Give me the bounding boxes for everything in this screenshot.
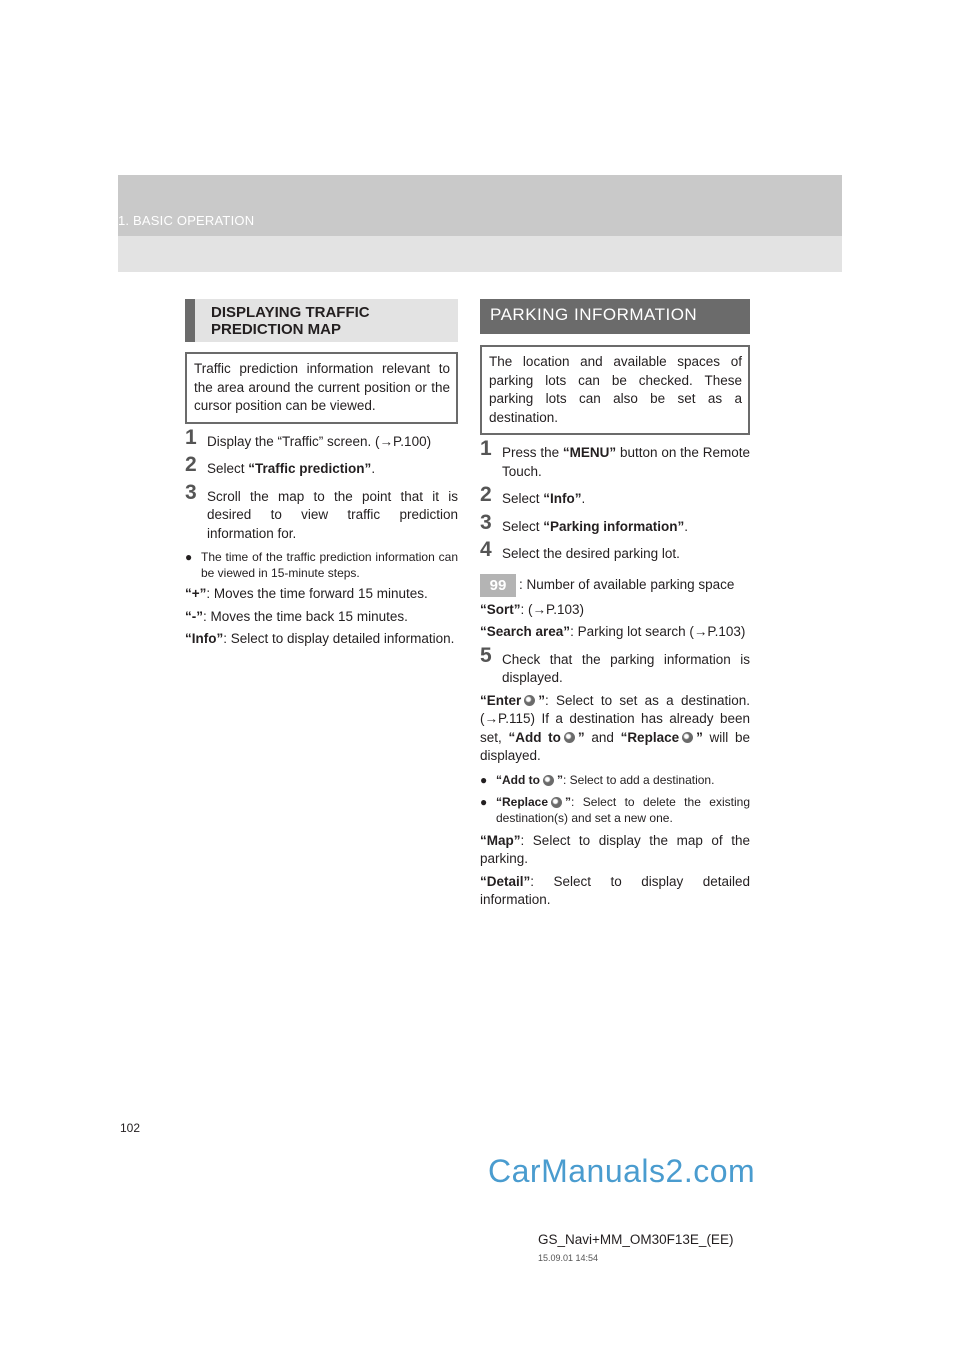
bullet-text: : Select to delete the existing destination(s) and set a new one. <box>496 794 750 825</box>
add-to-bullet <box>480 772 750 788</box>
section-title: 1. BASIC OPERATION <box>118 213 255 228</box>
cursor-icon <box>524 695 535 706</box>
item-key: “Sort” <box>480 601 521 617</box>
cursor-icon <box>682 732 693 743</box>
step-text: Select <box>502 518 544 534</box>
step-text-end: . <box>581 491 586 506</box>
cursor-icon <box>551 797 562 808</box>
and-text: and <box>584 729 621 745</box>
item-text: : Moves the time back 15 minutes. <box>203 608 408 624</box>
step-text: Display the “Traffic” screen. (→P.100) <box>207 433 432 449</box>
step-item <box>185 453 458 479</box>
cursor-icon <box>564 732 575 743</box>
step-text: Check that the parking information is displayed. <box>502 651 750 685</box>
step-text-end: . <box>684 518 689 534</box>
step-item <box>480 510 750 537</box>
bullet-text: : Select to add a destination. <box>563 772 715 787</box>
add-to-key: “Add to <box>508 729 561 745</box>
bullet-key: “Add to <box>496 772 540 787</box>
badge-text: : Number of available parking space <box>519 576 735 592</box>
timestamp: 15.09.01 14:54 <box>538 1253 599 1263</box>
item-key: “-” <box>185 608 203 624</box>
item-text: : Select to display the map of the parking. <box>480 832 750 866</box>
item-map <box>480 832 750 869</box>
add-to-key-end: ” <box>577 729 585 745</box>
bullet-key: “Replace <box>496 794 549 809</box>
item-text: : Moves the time forward 15 minutes. <box>206 586 428 601</box>
replace-key: “Replace <box>620 729 680 745</box>
step-item <box>480 437 750 481</box>
parking-intro: The location and available spaces of parking lots can be checked. These parking lots can also be set as a destination. <box>480 345 750 435</box>
step-text-end: button on the Remote Touch. <box>502 445 750 479</box>
available-spaces-badge: 99 <box>480 574 516 597</box>
step-number: 4 <box>480 538 492 561</box>
item-search-area <box>480 623 750 642</box>
bullet-key-end: ” <box>565 794 572 809</box>
step-number: 3 <box>185 480 197 504</box>
item-key: “Info” <box>185 631 224 646</box>
step-text-end: . <box>371 461 376 476</box>
step-number: 5 <box>480 643 492 667</box>
replace-key-end: ” <box>696 729 703 745</box>
traffic-prediction-intro: Traffic prediction information relevant to the area around the current position or the cursor position can be viewed. <box>185 352 458 424</box>
item-text: : Select to display detailed information. <box>223 631 455 646</box>
item-key: “Map” <box>480 832 521 848</box>
bullet-icon: ● <box>480 794 488 809</box>
step-text: Press the <box>502 445 563 460</box>
item-plus <box>185 585 458 604</box>
item-enter <box>480 692 750 766</box>
item-text-end: will be displayed. <box>480 729 750 763</box>
cursor-icon <box>543 775 554 786</box>
available-spaces-legend <box>480 574 750 597</box>
item-key: “Enter <box>480 692 522 708</box>
traffic-prediction-heading: DISPLAYING TRAFFIC PREDICTION MAP <box>185 299 458 342</box>
step-number: 2 <box>185 453 197 476</box>
bullet-text: The time of the traffic prediction information can be viewed in 15-minute steps. <box>201 550 458 580</box>
step-bold: “MENU” <box>562 445 617 460</box>
step-item <box>480 538 750 564</box>
step-number: 3 <box>480 510 492 534</box>
item-detail <box>480 873 750 910</box>
step-item <box>480 643 750 688</box>
step-item <box>185 425 458 452</box>
item-text: : Select to display detailed information. <box>480 873 750 907</box>
item-text: : Parking lot search (→P.103) <box>570 624 746 639</box>
item-text: : Select to set as a destination. (→P.115) If a destination has already been set, <box>480 692 750 745</box>
item-info <box>185 630 458 649</box>
bullet-key-end: ” <box>557 772 563 787</box>
step-item <box>185 480 458 544</box>
item-key-end: ” <box>538 692 546 708</box>
parking-information-heading: PARKING INFORMATION <box>480 299 750 332</box>
document-code: GS_Navi+MM_OM30F13E_(EE) <box>538 1232 734 1247</box>
step-text: Scroll the map to the point that it is desired to view traffic prediction information for. <box>207 488 458 541</box>
item-key: “Search area” <box>480 624 571 639</box>
step-text: Select the desired parking lot. <box>502 546 680 561</box>
note-bullet <box>185 549 458 581</box>
step-item <box>480 483 750 509</box>
step-text: Select <box>207 461 249 476</box>
left-column <box>185 299 458 649</box>
watermark: CarManuals2.com <box>488 1153 756 1189</box>
bullet-icon: ● <box>185 550 193 564</box>
right-column <box>480 299 750 910</box>
page-number: 102 <box>120 1121 141 1135</box>
step-bold: “Info” <box>543 491 582 506</box>
step-number: 1 <box>480 437 492 460</box>
item-text: : (→P.103) <box>520 601 585 617</box>
step-number: 1 <box>185 425 197 449</box>
bullet-icon: ● <box>480 772 488 787</box>
item-sort <box>480 601 750 620</box>
step-bold: “Parking information” <box>543 518 685 534</box>
step-text: Select <box>502 491 544 506</box>
heading-underline <box>480 332 750 334</box>
item-minus <box>185 608 458 627</box>
replace-bullet <box>480 794 750 826</box>
step-bold: “Traffic prediction” <box>248 461 372 476</box>
item-key: “Detail” <box>480 873 531 889</box>
step-number: 2 <box>480 483 492 506</box>
item-key: “+” <box>185 586 207 601</box>
